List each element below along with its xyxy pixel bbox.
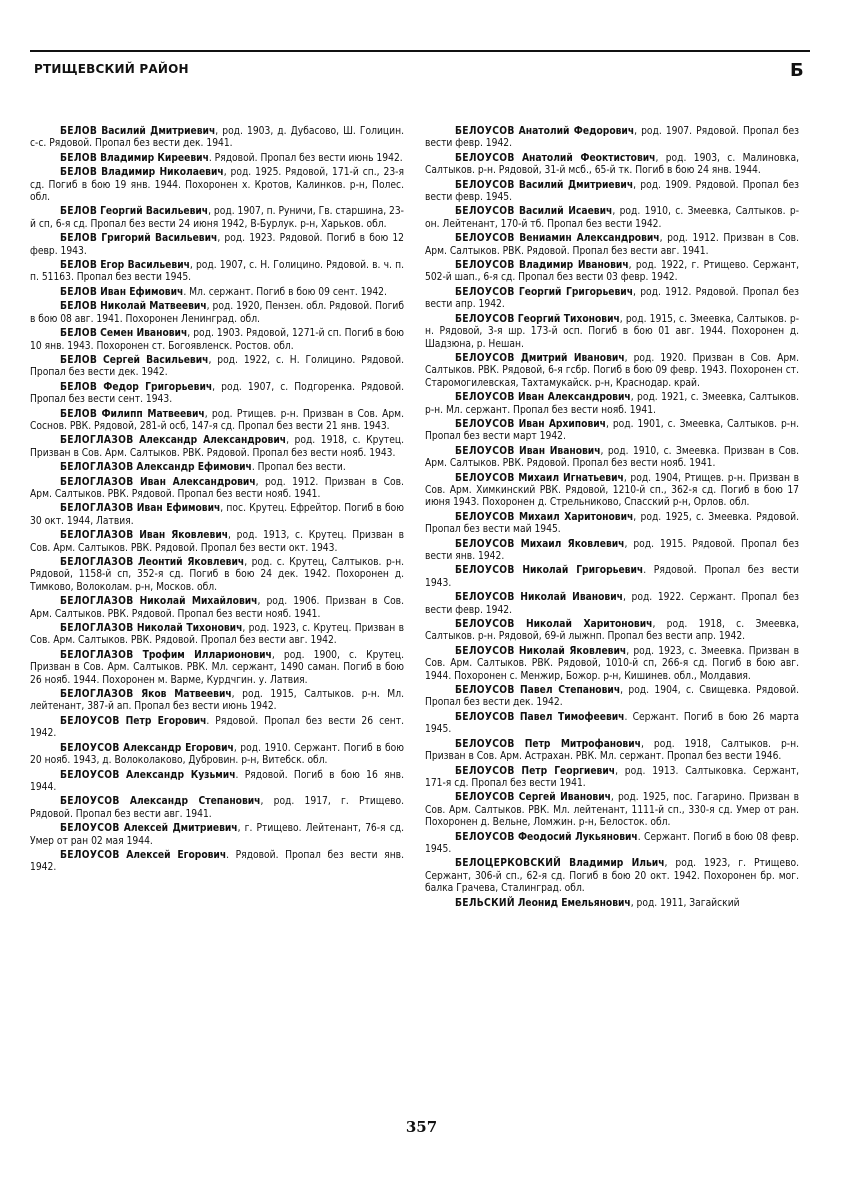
entry-details: , род. 1907, с. Н. Голицино. Рядовой. в. ч. п. п. 51163. Пропал без вести 1945. (30, 260, 404, 284)
entry-surname: БЕЛОВ (60, 233, 98, 245)
entry (425, 473, 799, 510)
entry-surname: БЕЛОВ (60, 167, 98, 179)
entry-surname: БЕЛОУСОВ (455, 286, 515, 298)
entry-given-name: Анатолий Федорович (518, 126, 635, 137)
entry-surname: БЕЛОУСОВ (455, 179, 515, 191)
entry-surname: БЕЛОГЛАЗОВ (60, 689, 134, 701)
entry (425, 206, 799, 231)
entry-surname: БЕЛОУСОВ (455, 685, 515, 697)
entry-surname: БЕЛОУСОВ (455, 392, 515, 404)
entry-surname: БЕЛОВ (60, 408, 98, 420)
header-rule (30, 50, 810, 52)
entry-given-name: Георгий Васильевич (100, 206, 209, 218)
entry-given-name: Георгий Тихонович (517, 313, 620, 325)
entry-details: , род. 1909. Рядовой. Пропал без вести февр. 1945. (425, 179, 799, 204)
entry-surname: БЕЛОВ (60, 328, 98, 340)
entry-surname: БЕЛОУСОВ (455, 711, 515, 723)
entry (30, 301, 404, 326)
entry-details: , род. 1923, с. Змеевка. Призван в Сов. Арм. Салтыков. РВК. Рядовой, 1010-й сп, 266-я сд. Погиб в бою авг. 1944. Похоронен с. Менжир, Божор. р-н, Кишинев. обл., Молдавия. (425, 645, 799, 682)
entry-given-name: Григорий Васильевич (101, 233, 218, 245)
entry (30, 462, 404, 474)
entry-given-name: Георгий Григорьевич (518, 286, 634, 298)
entry (30, 435, 404, 460)
entry (30, 716, 404, 741)
entry-given-name: Иван Иванович (519, 445, 601, 457)
entry (30, 382, 404, 407)
entry-given-name: Феодосий Лукьянович (517, 831, 638, 843)
entry-surname: БЕЛОУСОВ (455, 538, 515, 550)
entry-details: . Рядовой. Пропал без вести 26 сент. 1942. (30, 715, 404, 740)
entry-given-name: Иван Александрович (518, 392, 631, 404)
entry-details: , род. 1907, п. Руничи, Гв. старшина, 23-й сп, 6-я сд. Пропал без вести 24 июня 1942, В-Бурлук. р-н, Харьков. обл. (30, 206, 404, 230)
entry-given-name: Иван Александрович (139, 476, 256, 488)
entry-details: , род. с. Крутец, Салтыков. р-н. Рядовой, 1158-й сп, 352-я сд. Погиб в бою 24 дек. 1942. Похоронен д. Тимково, Волоколам. р-н, Москов. обл. (30, 557, 404, 593)
entry-given-name: Дмитрий Иванович (520, 352, 625, 364)
entry-surname: БЕЛОГЛАЗОВ (60, 530, 134, 542)
entry (30, 328, 404, 353)
entry-surname: БЕЛОУСОВ (455, 206, 515, 218)
entry-surname: БЕЛОВ (60, 301, 98, 313)
entry-surname: БЕЛОУСОВ (60, 769, 120, 781)
entry-details: , род. 1903. Рядовой, 1271-й сп. Погиб в бою 10 янв. 1943. Похоронен ст. Богоявленск. Ростов. обл. (30, 328, 404, 352)
entry-details: , род. 1918, Салтыков. р-н. Призван в Сов. Арм. Астрахан. РВК. Мл. сержант. Пропал без вести 1946. (425, 738, 799, 763)
entry-details: , род. 1917, г. Ртищево. Рядовой. Пропал без вести авг. 1941. (30, 796, 404, 820)
entry-surname: БЕЛОГЛАЗОВ (60, 557, 134, 568)
entry-details: , род. 1901, с. Змеевка, Салтыков. р-н. Пропал без вести март 1942. (425, 418, 799, 443)
entry (30, 796, 404, 821)
entry-given-name: Николай Иванович (520, 592, 623, 604)
entry-surname: БЕЛОУСОВ (455, 126, 515, 137)
entry-given-name: Сергей Иванович (518, 792, 611, 804)
entry-details: , род. 1923, с. Крутец. Призван в Сов. Арм. Салтыков. РВК. Рядовой. Пропал без вести авг. 1942. (30, 623, 404, 647)
entry-details: . Пропал без вести. (251, 462, 346, 474)
entry-surname: БЕЛОУСОВ (455, 352, 515, 364)
entry-given-name: Владимир Иванович (519, 260, 629, 272)
entry (425, 766, 799, 791)
entry-surname: БЕЛОВ (60, 286, 98, 298)
entry (425, 565, 799, 590)
entry-details: . Мл. сержант. Погиб в бою 09 сент. 1942. (183, 286, 387, 298)
entry (30, 260, 404, 285)
entry-surname: БЕЛОУСОВ (455, 619, 515, 631)
entry-details: , род. 1920. Призван в Сов. Арм. Салтыков. РВК. Рядовой, 6-я гсбр. Погиб в бою 09 февр. 1943. Похоронен ст. Старомогилевская, Тахтамукайск. р-н, Краснодар. край. (425, 352, 799, 389)
entry-surname: БЕЛОГЛАЗОВ (60, 596, 134, 608)
entry-given-name: Леонтий Яковлевич (137, 557, 245, 568)
entry-surname: БЕЛОУСОВ (455, 565, 515, 577)
entry-surname: БЕЛОГЛАЗОВ (60, 476, 134, 488)
entry-surname: БЕЛОУСОВ (455, 472, 515, 484)
entry-surname: БЕЛОУСОВ (455, 418, 515, 430)
entry-surname: БЕЛОГЛАЗОВ (60, 435, 134, 447)
entry-given-name: Николай Матвеевич (100, 301, 207, 313)
entry-surname: БЕЛОУСОВ (455, 445, 515, 457)
district-header: РТИЩЕВСКИЙ РАЙОН (34, 62, 189, 76)
entry (30, 530, 404, 555)
entry (425, 539, 799, 564)
entry-details: , род. 1912. Рядовой. Пропал без вести апр. 1942. (425, 286, 799, 311)
entry (30, 477, 404, 502)
entry-given-name: Иван Яковлевич (139, 530, 229, 542)
entry-given-name: Иван Ефимович (136, 503, 221, 515)
entry-details: , род. 1912. Призван в Сов. Арм. Салтыков. РВК. Рядовой. Пропал без вести нояб. 1941. (30, 476, 404, 500)
entry-surname: БЕЛОУСОВ (455, 313, 515, 325)
entry (425, 712, 799, 737)
entry (425, 739, 799, 764)
entry-given-name: Михаил Яковлевич (520, 538, 625, 550)
page-number: 357 (405, 1118, 438, 1136)
entry (30, 557, 404, 594)
entry-surname: БЕЛОВ (60, 381, 98, 393)
entry-given-name: Петр Митрофанович (524, 738, 641, 750)
entry-given-name: Николай Харитонович (525, 619, 653, 631)
entry (30, 503, 404, 528)
entry-given-name: Николай Тихонович (136, 623, 243, 635)
entry-given-name: Егор Васильевич (100, 260, 190, 272)
entry-surname: БЕЛОЦЕРКОВСКИЙ (455, 858, 562, 870)
entry (30, 233, 404, 258)
entry (425, 126, 799, 151)
entry-given-name: Александр Степанович (129, 796, 261, 808)
entry (30, 623, 404, 648)
entry (425, 233, 799, 258)
entry-surname: БЕЛОУСОВ (60, 715, 120, 727)
entry-details: , род. 1910, с. Змеевка. Призван в Сов. Арм. Салтыков. РВК. Рядовой. Пропал без вести нояб. 1941. (425, 445, 799, 470)
entry-details: , род. 1910, с. Змеевка, Салтыков. р-он. Лейтенант, 170-й тб. Пропал без вести 1942. (425, 206, 800, 230)
entry-details: , род. 1922, г. Ртищево. Сержант, 502-й шап., 6-я сд. Пропал без вести 03 февр. 1942. (425, 260, 799, 284)
entry-details: . Сержант. Погиб в бою 26 марта 1945. (425, 711, 799, 736)
entry-surname: БЕЛОВ (60, 152, 98, 164)
entry-details: . Рядовой. Погиб в бою 16 янв. 1944. (30, 769, 404, 793)
entry-details: , род. 1915, с. Змеевка, Салтыков. р-н. Рядовой, 3-я шр. 173-й осп. Погиб в бою 01 авг. 1944. Похоронен д. Шадзюна, р. Нешан. (425, 313, 800, 350)
entry (30, 126, 404, 151)
entry-surname: БЕЛОГЛАЗОВ (60, 462, 134, 474)
entry-given-name: Павел Тимофеевич (519, 711, 625, 723)
entry (30, 167, 404, 204)
entry-details: , род. 1922, с. Н. Голицино. Рядовой. Пропал без вести дек. 1942. (30, 354, 404, 379)
entry (30, 823, 404, 848)
entry-details: , род. 1925. Рядовой, 171-й сп., 23-я сд. Погиб в бою 19 янв. 1944. Похоронен х. Кротов, Калинков. р-н, Полес. обл. (30, 167, 404, 204)
entry (425, 592, 799, 617)
entry-given-name: Анатолий Феоктистович (521, 152, 656, 164)
entry-details: . Рядовой. Пропал без вести июнь 1942. (208, 152, 403, 164)
entry-given-name: Александр Ефимович (136, 462, 252, 474)
entry-given-name: Василий Исаевич (519, 206, 613, 218)
entry-given-name: Николай Григорьевич (522, 565, 644, 577)
entry (425, 619, 799, 644)
entry-details: , род. 1918, с. Змеевка, Салтыков. р-н. Рядовой, 69-й лыжнп. Пропал без вести апр. 1942. (425, 619, 799, 643)
entry (425, 792, 799, 829)
entry-given-name: Алексей Дмитриевич (123, 823, 238, 835)
entry (30, 650, 404, 687)
entry (425, 685, 799, 710)
entry-details: , род. 1912. Призван в Сов. Арм. Салтыков. РВК. Рядовой. Пропал без вести авг. 1941. (425, 233, 799, 257)
entry (30, 596, 404, 621)
entry (425, 314, 799, 351)
entry-given-name: Владимир Ильич (569, 858, 665, 870)
entry-details: . Рядовой. Пропал без вести 1943. (425, 565, 799, 589)
entry-surname: БЕЛОУСОВ (455, 233, 515, 245)
entry-given-name: Петр Егорович (125, 715, 207, 727)
entry-details: , род. 1904, Ртищев. р-н. Призван в Сов. Арм. Химкинский РВК. Рядовой, 1210-й сп., 362-я сд. Погиб в бою 17 июня 1943. Похоронен д. Стрельниково, Спасский р-н, Орлов. обл. (425, 472, 799, 509)
entry-details: , род. 1915. Рядовой. Пропал без вести янв. 1942. (425, 538, 799, 562)
entry (425, 392, 799, 417)
entry-given-name: Семен Иванович (100, 328, 188, 340)
entry-given-name: Михаил Игнатьевич (518, 472, 624, 484)
entry-details: , род. 1900, с. Крутец. Призван в Сов. Арм. Салтыков. РВК. Мл. сержант, 1490 саман. Погиб в бою 26 нояб. 1944. Похоронен м. Варме, Курдчгин. у. Латвия. (30, 649, 404, 686)
entry-surname: БЕЛОУСОВ (455, 738, 515, 750)
entry-surname: БЕЛОВ (60, 126, 98, 137)
entry-details: , род. 1913, с. Крутец. Призван в Сов. Арм. Салтыков. РВК. Рядовой. Пропал без вести окт. 1943. (30, 530, 404, 554)
section-letter: Б (790, 60, 804, 81)
entry (425, 353, 799, 390)
entry (425, 180, 799, 205)
entry-details: , род. 1923, г. Ртищево. Сержант, 306-й сп., 62-я сд. Погиб в бою 20 окт. 1942. Похоронен бр. мог. балка Грачева, Сталинград. обл. (425, 858, 799, 895)
entry-given-name: Федор Григорьевич (103, 381, 213, 393)
entry (30, 355, 404, 380)
entry-given-name: Трофим Илларионович (142, 649, 272, 661)
entry (425, 832, 799, 857)
entry-given-name: Яков Матвеевич (141, 689, 232, 701)
entry-details: , род. 1903, д. Дубасово, Ш. Голицин. с-с. Рядовой. Пропал без вести дек. 1941. (30, 126, 404, 150)
entry (425, 260, 799, 285)
entry-details: , род. 1910. Сержант. Погиб в бою 20 нояб. 1943, д. Волоколаково, Дубровин. р-н, Витебск. обл. (30, 742, 404, 767)
entry (30, 689, 404, 714)
entry-details: , род. 1922. Сержант. Пропал без вести февр. 1942. (425, 592, 799, 616)
entry (425, 898, 799, 910)
entry (425, 646, 799, 683)
entry (425, 446, 799, 471)
entry-surname: БЕЛОВ (60, 260, 98, 272)
entry-details: , род. 1925, пос. Гагарино. Призван в Сов. Арм. Салтыков. РВК. Мл. лейтенант, 1111-й сп., 330-я сд. Умер от ран. Похоронен д. Вельне, Ломжин. р-н, Белосток. обл. (425, 792, 799, 829)
entry-surname: БЕЛОУСОВ (455, 645, 515, 657)
entry-surname: БЕЛОУСОВ (455, 152, 515, 164)
entry-surname: БЕЛОУСОВ (60, 796, 120, 808)
entry-surname: БЕЛОУСОВ (60, 742, 120, 754)
entry-details: . Рядовой. Пропал без вести янв. 1942. (30, 849, 404, 874)
entry (425, 287, 799, 312)
entry (30, 850, 404, 875)
entry-given-name: Леонид Емельянович (517, 897, 631, 909)
entry (425, 512, 799, 537)
entry (425, 858, 799, 895)
entry-surname: БЕЛОУСОВ (60, 823, 120, 835)
entry-given-name: Сергей Васильевич (103, 354, 209, 366)
entry-given-name: Николай Яковлевич (518, 645, 627, 657)
entry-given-name: Александр Александрович (139, 435, 287, 447)
entry-details: , род. 1921, с. Змеевка, Салтыков. р-н. Мл. сержант. Пропал без вести нояб. 1941. (425, 392, 799, 416)
entry-given-name: Петр Георгиевич (521, 765, 616, 777)
entry-given-name: Иван Архипович (518, 418, 606, 430)
entry-details: , род. 1925, с. Змеевка. Рядовой. Пропал без вести май 1945. (425, 511, 799, 536)
entry-given-name: Алексей Егорович (126, 849, 227, 861)
left-column (30, 126, 404, 877)
entry-given-name: Владимир Киреевич (100, 152, 209, 164)
entry (30, 153, 404, 165)
entry-given-name: Василий Дмитриевич (101, 126, 216, 137)
entry-details: , род. 1907. Рядовой. Пропал без вести февр. 1942. (425, 126, 799, 150)
entry-surname: БЕЛОУСОВ (455, 765, 515, 777)
entry-surname: БЕЛЬСКИЙ (455, 897, 515, 909)
entry-given-name: Вениамин Александрович (519, 233, 660, 245)
entry-details: , род. 1903, с. Малиновка, Салтыков. р-н. Рядовой, 31-й мсб., 65-й тк. Погиб в бою 24 янв. 1944. (425, 152, 799, 177)
entry-details: , род. 1904, с. Свищевка. Рядовой. Пропал без вести дек. 1942. (425, 685, 799, 709)
entry-details: , род. 1906. Призван в Сов. Арм. Салтыков. РВК. Рядовой. Пропал без вести нояб. 1941. (30, 596, 404, 620)
entry-details: , род. 1923. Рядовой. Погиб в бою 12 февр. 1943. (30, 233, 404, 257)
entry-details: . Сержант. Погиб в бою 08 февр. 1945. (425, 831, 799, 855)
entry-given-name: Александр Егорович (123, 742, 234, 754)
entry-given-name: Николай Михайлович (139, 596, 258, 608)
entry (425, 419, 799, 444)
entry-surname: БЕЛОВ (60, 206, 98, 218)
entry-details: , род. 1913. Салтыковка. Сержант, 171-я сд. Пропал без вести 1941. (425, 765, 799, 789)
entry-details: , род. Ртищев. р-н. Призван в Сов. Арм. Соснов. РВК. Рядовой, 281-й осб, 147-я сд. Пропал без вести 21 янв. 1943. (30, 408, 404, 432)
entry-details: , род. 1907, с. Подгоренка. Рядовой. Пропал без вести сент. 1943. (30, 381, 404, 406)
entry (30, 743, 404, 768)
entry-details: , род. 1911, Загайский (630, 897, 740, 909)
entry-given-name: Павел Степанович (519, 685, 621, 697)
entry (30, 206, 404, 231)
entry-surname: БЕЛОУСОВ (455, 511, 515, 523)
entry-details: , род. 1915, Салтыков. р-н. Мл. лейтенант, 387-й ап. Пропал без вести июнь 1942. (30, 689, 404, 713)
entry-surname: БЕЛОУСОВ (455, 592, 515, 604)
entry (30, 287, 404, 299)
entry-details: , род. 1918, с. Крутец. Призван в Сов. Арм. Салтыков. РВК. Рядовой. Пропал без вести нояб. 1943. (30, 435, 404, 459)
entry-given-name: Иван Ефимович (100, 286, 184, 298)
entry-given-name: Филипп Матвеевич (101, 408, 205, 420)
right-column (425, 126, 799, 912)
entry-given-name: Александр Кузьмич (125, 769, 236, 781)
entry-given-name: Михаил Харитонович (518, 511, 634, 523)
entry-surname: БЕЛОУСОВ (60, 849, 120, 861)
entry (425, 153, 799, 178)
entry-details: , пос. Крутец. Ефрейтор. Погиб в бою 30 окт. 1944, Латвия. (30, 503, 404, 527)
entry-surname: БЕЛОГЛАЗОВ (60, 623, 134, 635)
entry-surname: БЕЛОУСОВ (455, 260, 515, 272)
entry-surname: БЕЛОВ (60, 354, 98, 366)
entry-details: , род. 1920, Пензен. обл. Рядовой. Погиб в бою 08 авг. 1941. Похоронен Ленинград. обл. (30, 301, 404, 325)
entry (30, 770, 404, 795)
entry-given-name: Василий Дмитриевич (518, 179, 634, 191)
entry (30, 409, 404, 434)
entry-surname: БЕЛОГЛАЗОВ (60, 503, 134, 515)
entry-details: , г. Ртищево. Лейтенант, 76-я сд. Умер от ран 02 мая 1944. (30, 823, 404, 847)
entry-given-name: Владимир Николаевич (101, 167, 224, 179)
entry-surname: БЕЛОУСОВ (455, 792, 515, 804)
entry-surname: БЕЛОГЛАЗОВ (60, 649, 134, 661)
entry-surname: БЕЛОУСОВ (455, 831, 515, 843)
